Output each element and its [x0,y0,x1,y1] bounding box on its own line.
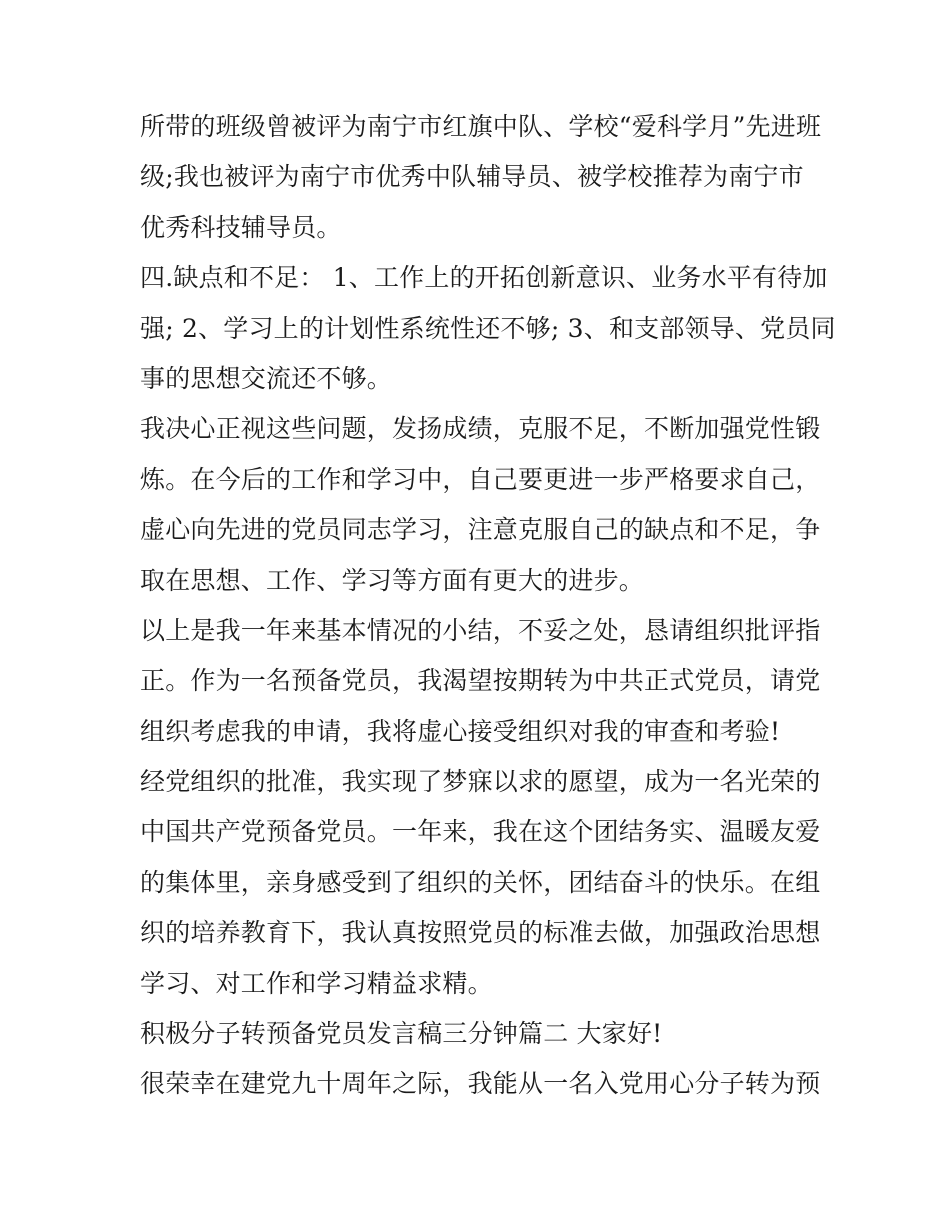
text-line: 的集体里，亲身感受到了组织的关怀，团结奋斗的快乐。在组 [140,867,821,897]
text-line: 中国共产党预备党员。一年来，我在这个团结务实、温暖友爱 [140,817,821,847]
text-line: 虚心向先进的党员同志学习，注意克服自己的缺点和不足，争 [140,515,821,545]
text-line: 优秀科技辅导员。 [140,212,342,242]
text-line: 学习、对工作和学习精益求精。 [140,968,493,998]
text-line: 经党组织的批准，我实现了梦寐以求的愿望，成为一名光荣的 [140,767,821,797]
text-line: 以上是我一年来基本情况的小结，不妥之处，恳请组织批评指 [140,615,821,645]
section-heading-line: 积极分子转预备党员发言稿三分钟篇二 大家好! [140,1019,663,1049]
text-line: 四.缺点和不足： 1、工作上的开拓创新意识、业务水平有待加 [140,263,828,293]
text-line: 级;我也被评为南宁市优秀中队辅导员、被学校推荐为南宁市 [140,162,804,192]
text-line: 事的思想交流还不够。 [140,363,393,393]
text-line: 炼。在今后的工作和学习中，自己要更进一步严格要求自己， [140,464,821,494]
text-line: 强; 2、学习上的计划性系统性还不够; 3、和支部领导、党员同 [140,313,836,343]
text-line: 组织考虑我的申请，我将虚心接受组织对我的审查和考验! [140,716,781,746]
text-line: 正。作为一名预备党员，我渴望按期转为中共正式党员，请党 [140,666,821,696]
text-line: 取在思想、工作、学习等方面有更大的进步。 [140,565,645,595]
text-line: 很荣幸在建党九十周年之际，我能从一名入党用心分子转为预 [140,1069,821,1099]
text-line: 织的培养教育下，我认真按照党员的标准去做，加强政治思想 [140,918,821,948]
text-line: 我决心正视这些问题，发扬成绩，克服不足，不断加强党性锻 [140,414,821,444]
text-line: 所带的班级曾被评为南宁市红旗中队、学校“爱科学月”先进班 [140,112,822,141]
document-body [140,102,836,1110]
